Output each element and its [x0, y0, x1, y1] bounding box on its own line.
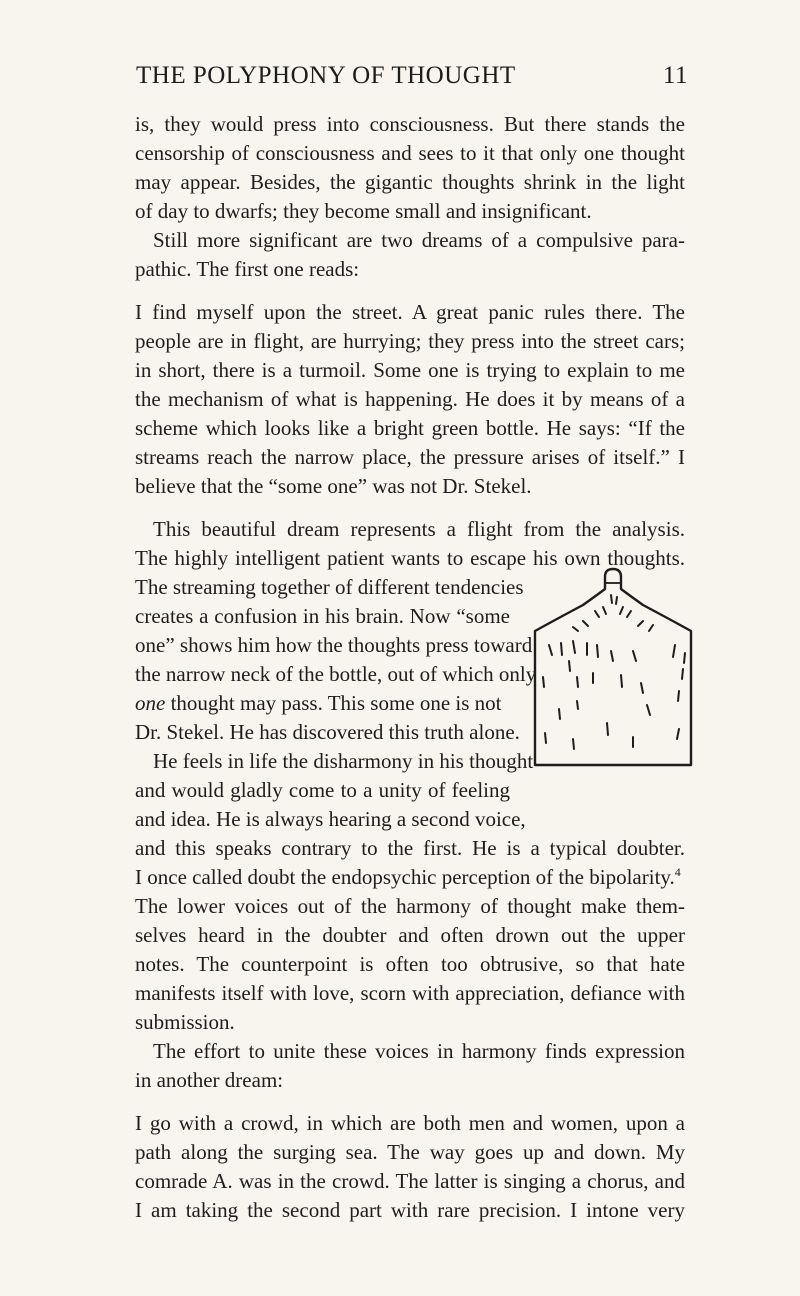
text-line: The highly intelligent patient wants to escape his own thoughts.: [135, 546, 685, 570]
text-line: The effort to unite these voices in harmony finds expression: [153, 1039, 685, 1063]
footnote-marker: 4: [674, 865, 681, 879]
text-line: may appear. Besides, the gigantic thoughts shrink in the light: [135, 170, 685, 194]
page-number: 11: [662, 62, 688, 89]
text-line: people are in flight, are hurrying; they press into the street cars;: [135, 329, 685, 353]
text-line: I find myself upon the street. A great panic rules there. The: [135, 300, 685, 324]
text-line: and idea. He is always hearing a second voice,: [135, 807, 526, 831]
text-line: believe that the “some one” was not Dr. Stekel.: [135, 474, 532, 498]
text-line: The streaming together of different tendencies: [135, 575, 524, 599]
text-line: submission.: [135, 1010, 235, 1034]
text-span: thought may pass. This some one is not: [165, 691, 502, 715]
text-line: I am taking the second part with rare precision. I intone very: [135, 1198, 685, 1222]
text-line: path along the surging sea. The way goes up and down. My: [135, 1140, 685, 1164]
text-line: streams reach the narrow place, the pressure arises of itself.” I: [135, 445, 685, 469]
italic-word: one: [135, 691, 166, 715]
running-header: [136, 62, 688, 96]
text-line: manifests itself with love, scorn with appreciation, defiance with: [135, 981, 685, 1005]
text-line: and this speaks contrary to the first. He is a typical doubter.: [135, 836, 685, 860]
text-line: This beautiful dream represents a flight from the analysis.: [153, 517, 685, 541]
text-line: the narrow neck of the bottle, out of which only: [135, 662, 537, 686]
text-line: in another dream:: [135, 1068, 284, 1092]
text-line: scheme which looks like a bright green bottle. He says: “If the: [135, 416, 685, 440]
text-line: comrade A. was in the crowd. The latter is singing a chorus, and: [135, 1169, 685, 1193]
text-line: of day to dwarfs; they become small and insignificant.: [135, 199, 592, 223]
running-title: THE POLYPHONY OF THOUGHT: [136, 62, 516, 89]
text-line: Still more significant are two dreams of a compulsive para-: [153, 228, 685, 252]
text-line: notes. The counterpoint is often too obtrusive, so that hate: [135, 952, 685, 976]
bottle-illustration: [533, 565, 693, 775]
text-line: [135, 689, 510, 718]
text-line: one” shows him how the thoughts press toward: [135, 633, 533, 657]
text-line: creates a confusion in his brain. Now “some: [135, 604, 510, 628]
text-line: and would gladly come to a unity of feeling: [135, 778, 510, 802]
text-span: I once called doubt the endopsychic perception of the bipolarity.: [135, 865, 675, 889]
text-line: He feels in life the disharmony in his thought: [153, 749, 534, 773]
text-line: the mechanism of what is happening. He does it by means of a: [135, 387, 685, 411]
text-line: I go with a crowd, in which are both men and women, upon a: [135, 1111, 685, 1135]
text-line: [135, 863, 685, 892]
text-line: selves heard in the doubter and often drown out the upper: [135, 923, 685, 947]
text-line: censorship of consciousness and sees to it that only one thought: [135, 141, 685, 165]
text-line: in short, there is a turmoil. Some one is trying to explain to me: [135, 358, 685, 382]
text-line: is, they would press into consciousness. But there stands the: [135, 112, 685, 136]
text-line: Dr. Stekel. He has discovered this truth alone.: [135, 720, 520, 744]
text-line: The lower voices out of the harmony of thought make them-: [135, 894, 685, 918]
text-line: pathic. The first one reads:: [135, 257, 360, 281]
